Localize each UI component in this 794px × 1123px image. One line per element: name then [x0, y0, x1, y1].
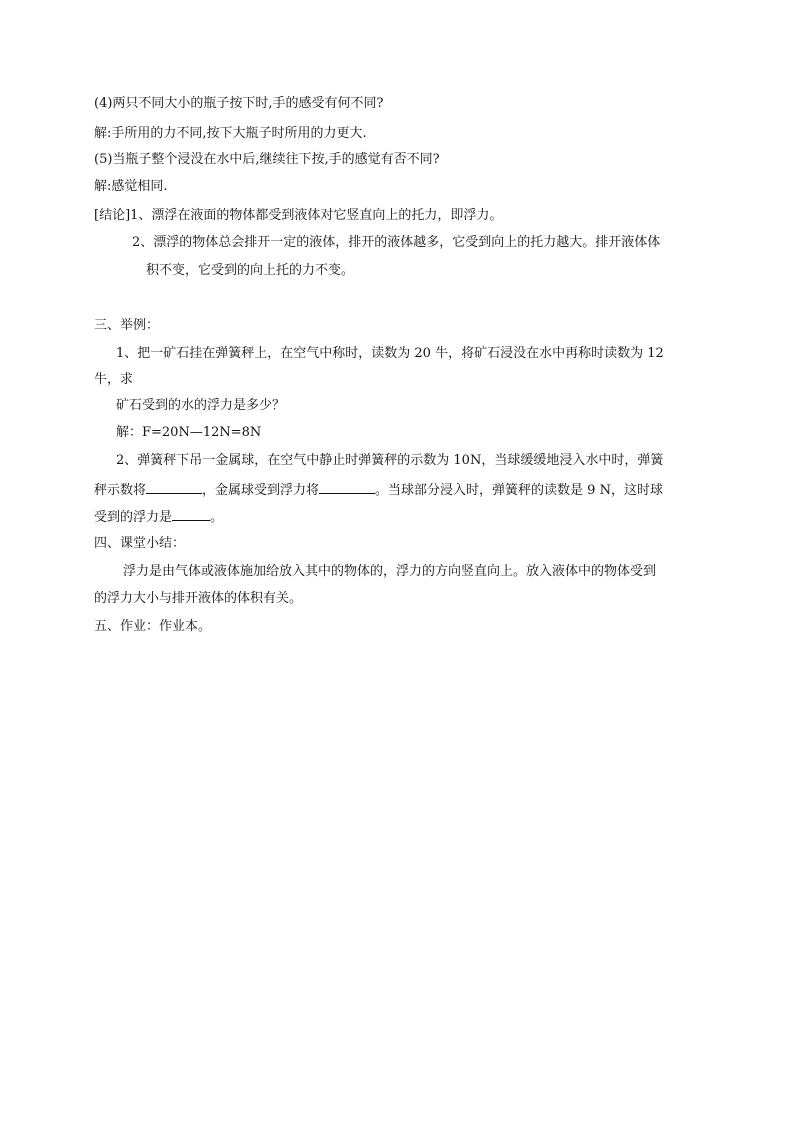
answer-blank-2[interactable]: [319, 481, 375, 494]
example-2-text-d: 受到的浮力是: [94, 510, 173, 525]
section-4-heading: 四、课堂小结：: [94, 536, 186, 551]
example-2-line-3: [94, 508, 223, 526]
example-1-line-1: 1、把一矿石挂在弹簧秤上，在空气中称时，读数为 20 牛，将矿石浸没在水中再称时读数为 12: [116, 346, 664, 361]
question-5: (5)当瓶子整个浸没在水中后,继续往下按,手的感觉有否不同?: [94, 152, 440, 167]
summary-line-1: 浮力是由气体或液体施加给放入其中的物体的，浮力的方向竖直向上。放入液体中的物体受到: [123, 564, 657, 579]
answer-blank-1[interactable]: [146, 481, 202, 494]
conclusion-2-line-1: 2、漂浮的物体总会排开一定的液体，排开的液体越多，它受到向上的托力越大。排开液体体: [132, 235, 661, 250]
example-1-line-3: 矿石受到的水的浮力是多少？: [116, 398, 286, 413]
answer-blank-3[interactable]: [172, 508, 210, 521]
example-2-text-e: 。: [210, 510, 224, 525]
example-1-line-2: 牛，求: [94, 372, 134, 387]
example-2-text-b: ，金属球受到浮力将: [202, 483, 320, 498]
section-3-heading: 三、举例：: [94, 318, 160, 333]
question-4: (4)两只不同大小的瓶子按下时,手的感受有何不同?: [94, 96, 384, 111]
answer-5: 解:感觉相同.: [94, 179, 168, 194]
section-5-heading: 五、作业：作业本。: [94, 619, 212, 634]
example-2-line-2: [94, 481, 663, 499]
example-2-text-a: 秤示数将: [94, 483, 147, 498]
conclusion-2-line-2: 积不变，它受到的向上托的力不变。: [146, 263, 355, 278]
example-1-answer: 解：F=20N—12N=8N: [116, 425, 262, 440]
example-2-text-c: 。当球部分浸入时，弹簧秤的读数是 9 N，这时球: [375, 483, 663, 498]
example-2-line-1: 2、弹簧秤下吊一金属球，在空气中静止时弹簧秤的示数为 10N，当球缓缓地浸入水中时，弹簧: [116, 453, 664, 468]
conclusion-1: [结论]1、漂浮在液面的物体都受到液体对它竖直向上的托力，即浮力。: [94, 208, 503, 223]
summary-line-2: 的浮力大小与排开液体的体积有关。: [94, 591, 303, 606]
answer-4: 解:手所用的力不同,按下大瓶子时所用的力更大.: [94, 126, 367, 141]
